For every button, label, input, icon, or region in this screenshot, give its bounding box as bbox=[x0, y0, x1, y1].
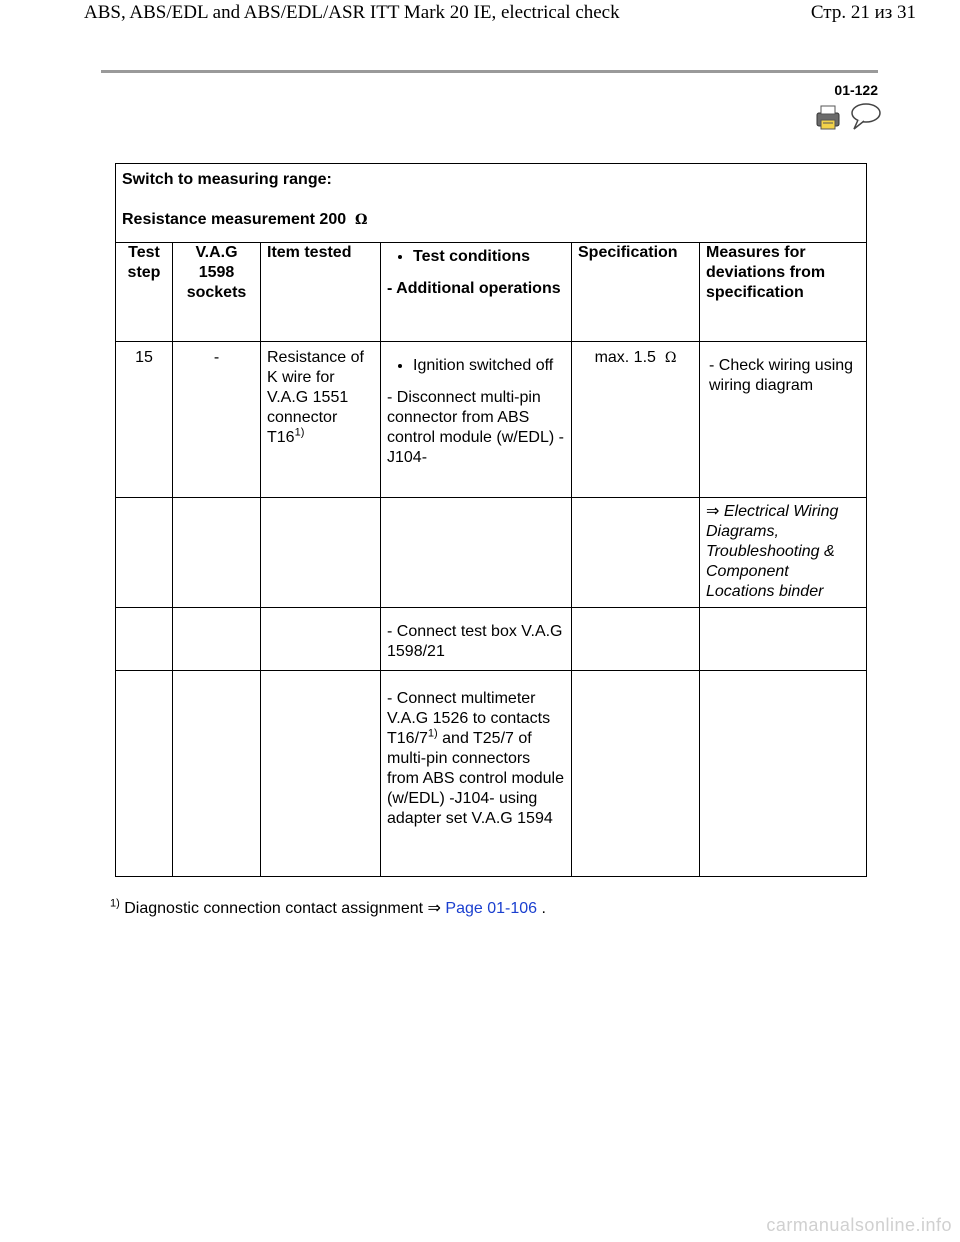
measurement-table bbox=[115, 163, 867, 877]
arrow-right-icon: ⇒ bbox=[706, 503, 720, 520]
header-divider bbox=[101, 70, 878, 73]
footnote-text: Diagnostic connection contact assignment bbox=[124, 900, 424, 917]
toolbar-icons bbox=[814, 102, 884, 132]
ohm-symbol: Ω bbox=[355, 212, 368, 228]
header-test-step: Test step bbox=[116, 243, 173, 342]
printer-icon[interactable] bbox=[817, 106, 839, 129]
header-specification: Specification bbox=[572, 243, 700, 342]
document-title: ABS, ABS/EDL and ABS/EDL/ASR ITT Mark 20 IE, electrical check bbox=[84, 2, 620, 23]
table-row bbox=[116, 608, 867, 671]
header-test-conditions: • Test conditions bbox=[413, 247, 565, 267]
operation-disconnect: - Disconnect multi-pin connector from ABS control module (w/EDL) -J104- bbox=[387, 389, 564, 466]
measuring-range-cell bbox=[116, 164, 867, 243]
header-conditions bbox=[381, 243, 572, 342]
page-link[interactable]: Page 01-106 bbox=[445, 900, 538, 917]
range-row bbox=[116, 164, 867, 243]
arrow-right-icon: ⇒ bbox=[427, 900, 441, 917]
page-indicator: Стр. 21 из 31 bbox=[810, 2, 916, 23]
header-measures: Measures for deviations from specification bbox=[700, 243, 867, 342]
header-additional-operations: - Additional operations bbox=[387, 280, 561, 297]
specification-cell: max. 1.5 Ω bbox=[572, 342, 700, 498]
step-number: 15 bbox=[116, 342, 173, 498]
ohm-symbol: Ω bbox=[664, 350, 677, 366]
item-tested-cell: Resistance of K wire for V.A.G 1551 connector T16$^{1)}$ bbox=[261, 342, 381, 498]
page-code: 01-122 bbox=[834, 82, 878, 98]
footnote-marker: 1) bbox=[110, 897, 120, 910]
table-row bbox=[116, 342, 867, 498]
table-header-row bbox=[116, 243, 867, 342]
measure-check-wiring: - Check wiring using wiring diagram bbox=[700, 342, 867, 498]
footnote-ref: 1) bbox=[294, 426, 305, 439]
condition-ignition: • Ignition switched off bbox=[413, 356, 565, 376]
conditions-cell bbox=[381, 342, 572, 498]
footnote-ref: 1) bbox=[427, 727, 438, 740]
header-item-tested: Item tested bbox=[261, 243, 381, 342]
socket-value: - bbox=[173, 342, 261, 498]
operation-connect-test-box: - Connect test box V.A.G 1598/21 bbox=[381, 608, 572, 671]
table-row bbox=[116, 671, 867, 877]
range-value: Resistance measurement 200 Ω bbox=[122, 211, 368, 228]
table-row bbox=[116, 498, 867, 608]
speech-bubble-icon[interactable] bbox=[852, 104, 880, 129]
wiring-diagram-reference: ⇒ Electrical Wiring Diagrams, Troubleshooting & Component Locations binder bbox=[700, 498, 867, 608]
range-instruction: Switch to measuring range: bbox=[122, 171, 332, 188]
footnote: $^{1)}$ Diagnostic connection contact assignment ⇒ Page 01-106 . bbox=[110, 897, 546, 917]
header-vag-sockets: V.A.G 1598 sockets bbox=[173, 243, 261, 342]
operation-connect-multimeter: - Connect multimeter V.A.G 1526 to contacts T16/7$^{1)}$ and T25/7 of multi-pin connectors from ABS control module (w/EDL) -J104- using adapter set V.A.G 1594 bbox=[381, 671, 572, 877]
watermark: carmanualsonline.info bbox=[766, 1215, 952, 1235]
